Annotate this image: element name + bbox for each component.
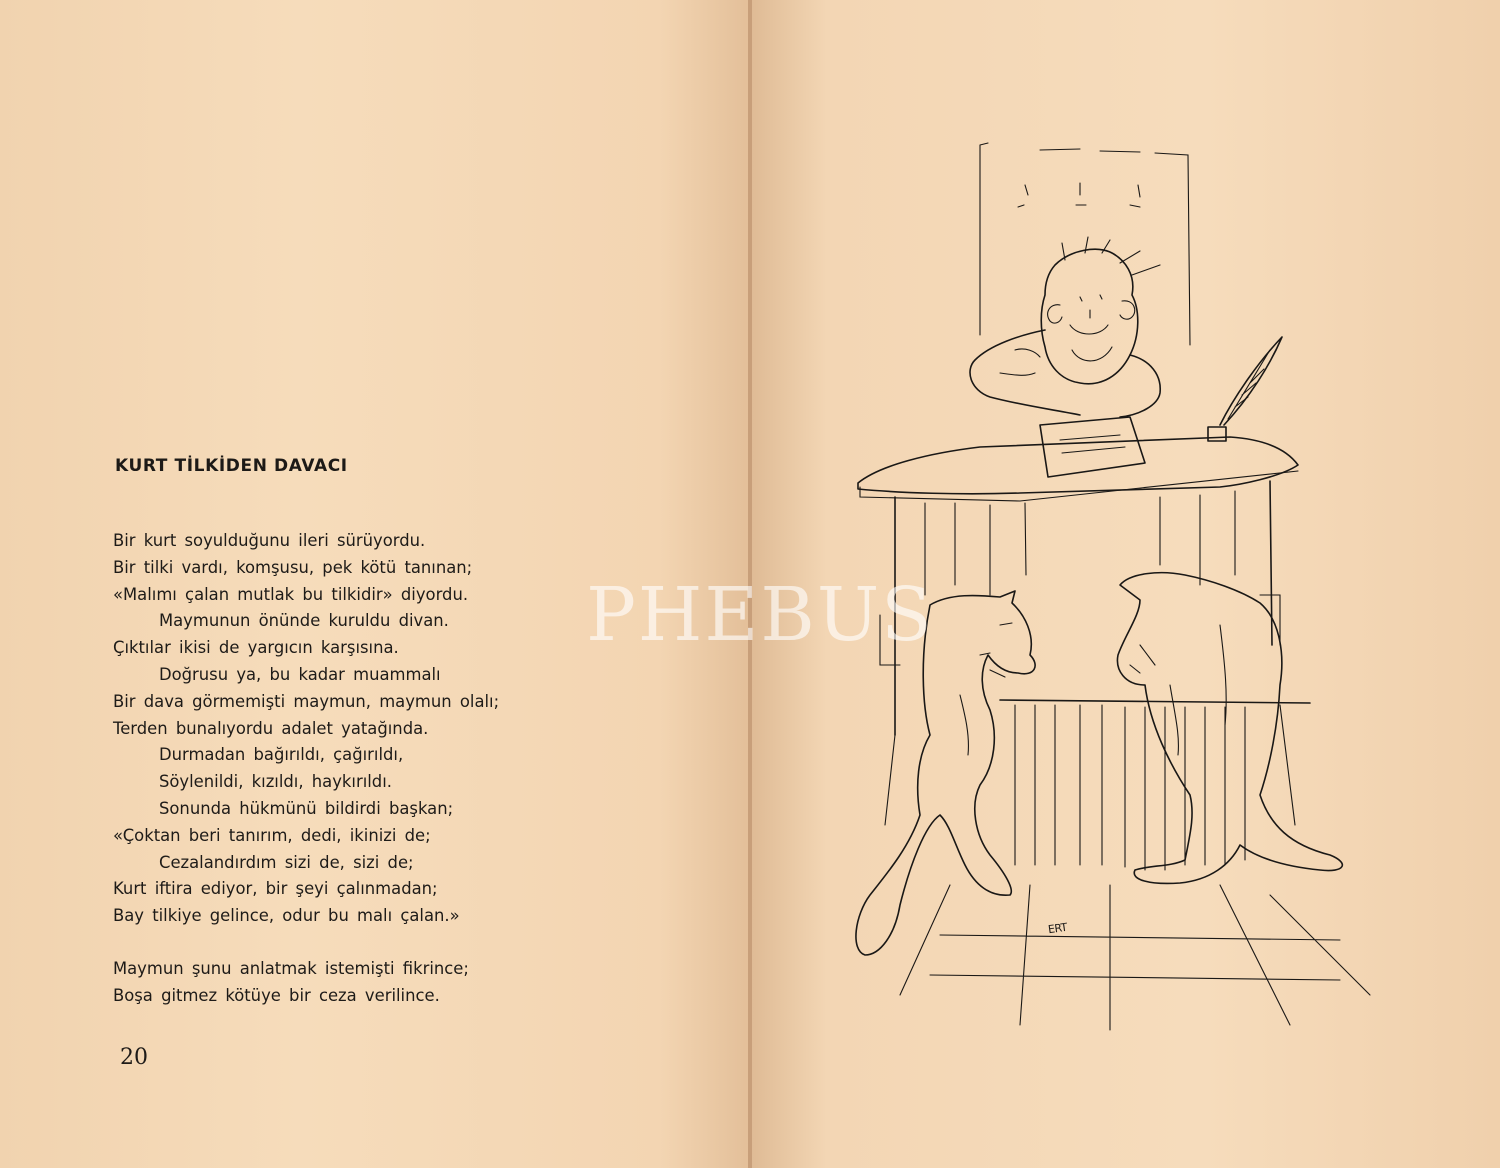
poem-line: Terden bunalıyordu adalet yatağında.: [113, 718, 429, 738]
poem-line: «Malımı çalan mutlak bu tilkidir» diyordu.: [113, 584, 469, 604]
poem-line: Boşa gitmez kötüye bir ceza verilince.: [113, 985, 440, 1005]
watermark: PHEBUS: [586, 572, 934, 658]
poem-line: Bir dava görmemişti maymun, maymun olalı;: [113, 691, 500, 711]
poem-line: Maymun şunu anlatmak istemişti fikrince;: [113, 958, 469, 978]
poem-title: KURT TİLKİDEN DAVACI: [115, 456, 348, 476]
poem-line: Bir kurt soyulduğunu ileri sürüyordu.: [113, 531, 426, 550]
poem-line: Cezalandırdım sizi de, sizi de;: [159, 852, 414, 872]
stanza-gap: [113, 930, 673, 956]
poem-line: Bir tilki vardı, komşusu, pek kötü tanınan;: [113, 557, 473, 577]
poem-line: Söylenildi, kızıldı, haykırıldı.: [159, 772, 392, 792]
poem-line: Bay tilkiye gelince, odur bu malı çalan.»: [113, 906, 460, 926]
poem-stanza-2: [113, 956, 673, 1010]
poem-line: Maymunun önünde kuruldu divan.: [159, 611, 449, 631]
poem-line: Sonunda hükmünü bildirdi başkan;: [159, 798, 454, 818]
poem-line: Çıktılar ikisi de yargıcın karşısına.: [113, 638, 399, 658]
page-number: 20: [120, 1045, 148, 1070]
poem-line: Durmadan bağırıldı, çağırıldı,: [159, 745, 404, 765]
poem-line: Doğrusu ya, bu kadar muammalı: [159, 664, 441, 684]
artist-signature: ERT: [1047, 920, 1068, 937]
poem-line: «Çoktan beri tanırım, dedi, ikinizi de;: [113, 825, 431, 845]
poem-line: Kurt iftira ediyor, bir şeyi çalınmadan;: [113, 879, 438, 899]
